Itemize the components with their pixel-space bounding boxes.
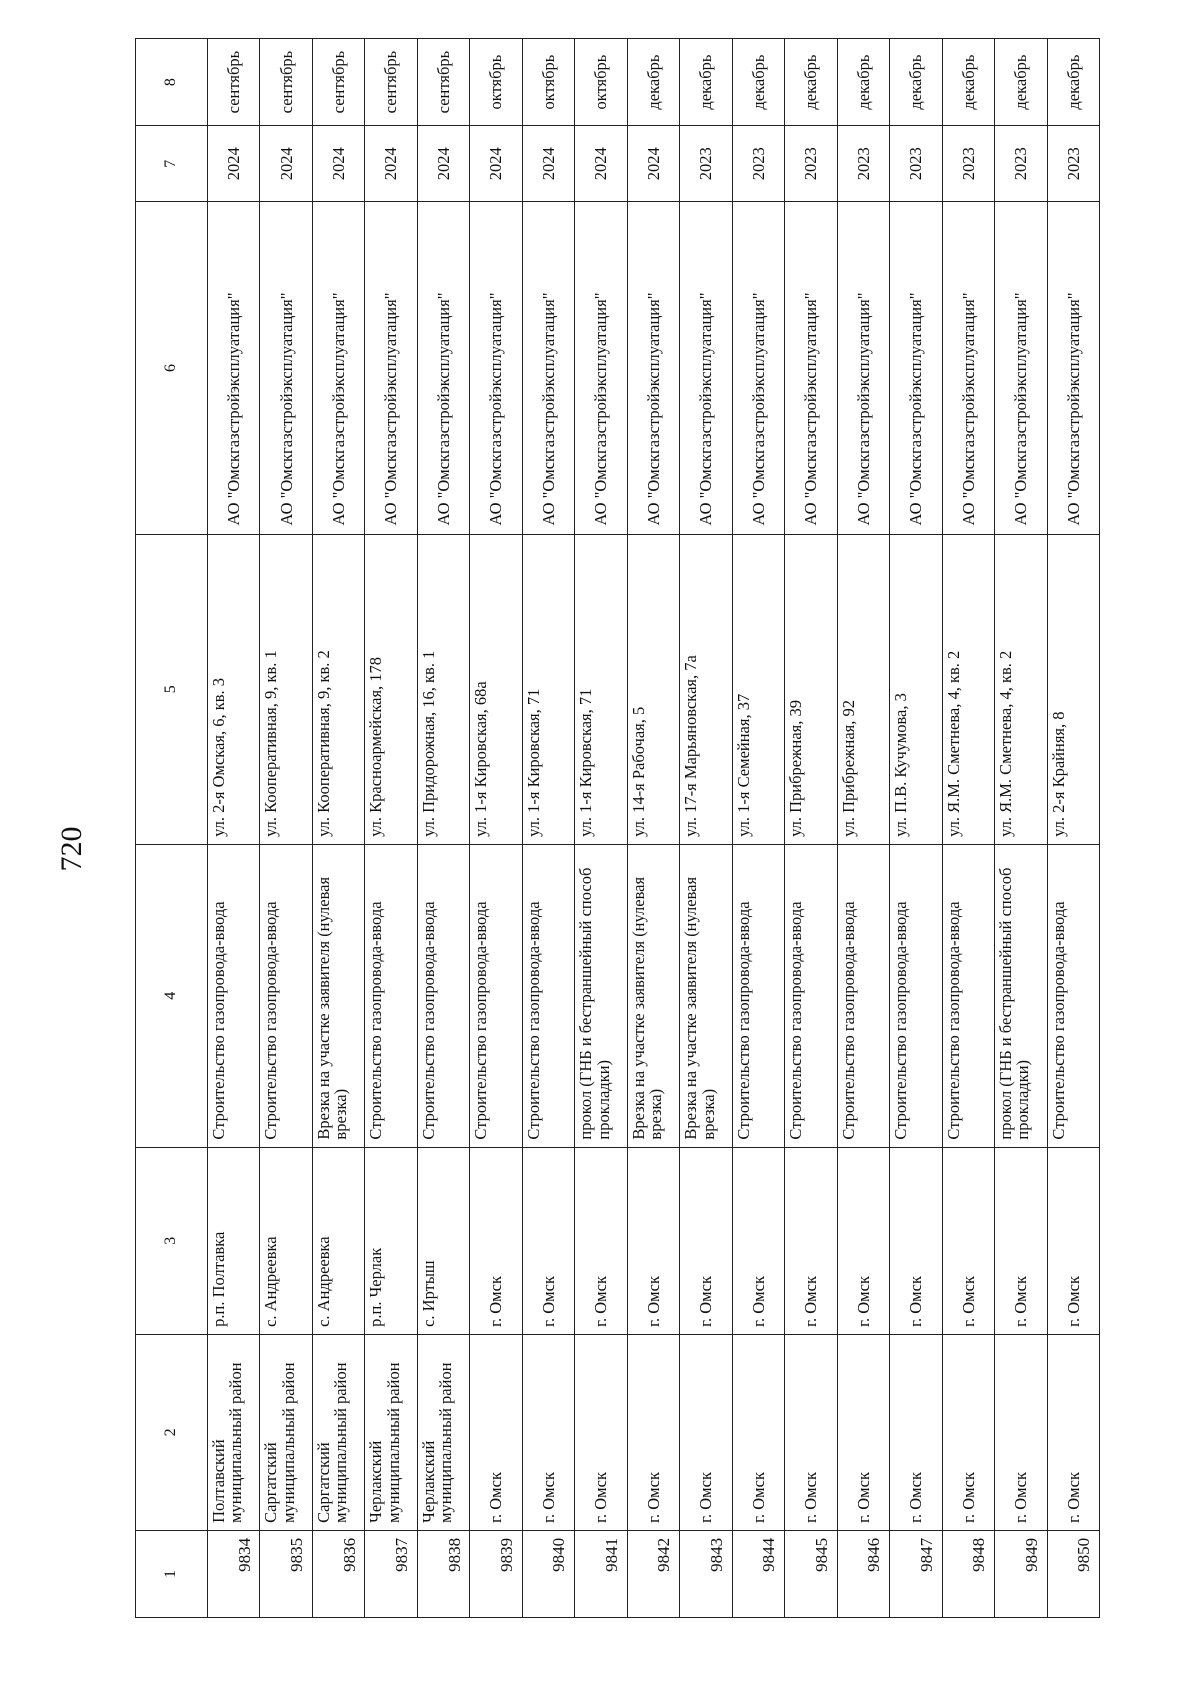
- header-cell: 2: [136, 1334, 208, 1530]
- contractor-cell: АО "Омскгазстройэксплуатация": [890, 202, 942, 534]
- settlement-cell: г. Омск: [785, 1147, 837, 1334]
- address-cell: ул. Я.М. Сметнева, 4, кв. 2: [942, 534, 994, 844]
- address-cell: ул. 2-я Омская, 6, кв. 3: [208, 534, 260, 844]
- month-cell: декабрь: [890, 39, 942, 126]
- row-number: 9836: [312, 1530, 364, 1617]
- district-cell: Черлакский муниципальный район: [417, 1334, 469, 1530]
- district-cell: г. Омск: [522, 1334, 574, 1530]
- address-cell: ул. 1-я Кировская, 68а: [470, 534, 522, 844]
- district-cell: Саргатский муниципальный район: [260, 1334, 312, 1530]
- settlement-cell: г. Омск: [1047, 1147, 1099, 1334]
- row-number: 9848: [942, 1530, 994, 1617]
- address-cell: ул. Придорожная, 16, кв. 1: [417, 534, 469, 844]
- district-cell: г. Омск: [785, 1334, 837, 1530]
- contractor-cell: АО "Омскгазстройэксплуатация": [312, 202, 364, 534]
- address-cell: ул. Я.М. Сметнева, 4, кв. 2: [995, 534, 1047, 844]
- district-cell: Черлакский муниципальный район: [365, 1334, 417, 1530]
- work-type-cell: Строительство газопровода-ввода: [417, 844, 469, 1147]
- district-cell: г. Омск: [627, 1334, 679, 1530]
- district-cell: г. Омск: [837, 1334, 889, 1530]
- year-cell: 2024: [312, 126, 364, 202]
- row-number: 9837: [365, 1530, 417, 1617]
- table-row: [627, 39, 679, 1618]
- contractor-cell: АО "Омскгазстройэксплуатация": [1047, 202, 1099, 534]
- row-number: 9844: [732, 1530, 784, 1617]
- contractor-cell: АО "Омскгазстройэксплуатация": [785, 202, 837, 534]
- contractor-cell: АО "Омскгазстройэксплуатация": [260, 202, 312, 534]
- gas-connection-table: [135, 38, 1100, 1618]
- month-cell: декабрь: [785, 39, 837, 126]
- table-row: [522, 39, 574, 1618]
- table-row: [575, 39, 627, 1618]
- month-cell: сентябрь: [208, 39, 260, 126]
- work-type-cell: Строительство газопровода-ввода: [470, 844, 522, 1147]
- header-cell: 7: [136, 126, 208, 202]
- contractor-cell: АО "Омскгазстройэксплуатация": [732, 202, 784, 534]
- address-cell: ул. 1-я Кировская, 71: [522, 534, 574, 844]
- district-cell: г. Омск: [942, 1334, 994, 1530]
- address-cell: ул. Красноармейская, 178: [365, 534, 417, 844]
- work-type-cell: Строительство газопровода-ввода: [837, 844, 889, 1147]
- contractor-cell: АО "Омскгазстройэксплуатация": [365, 202, 417, 534]
- district-cell: г. Омск: [1047, 1334, 1099, 1530]
- month-cell: октябрь: [522, 39, 574, 126]
- contractor-cell: АО "Омскгазстройэксплуатация": [942, 202, 994, 534]
- year-cell: 2023: [995, 126, 1047, 202]
- settlement-cell: г. Омск: [837, 1147, 889, 1334]
- work-type-cell: Врезка на участке заявителя (нулевая врезка): [627, 844, 679, 1147]
- year-cell: 2023: [732, 126, 784, 202]
- year-cell: 2023: [680, 126, 732, 202]
- year-cell: 2024: [208, 126, 260, 202]
- work-type-cell: Врезка на участке заявителя (нулевая врезка): [680, 844, 732, 1147]
- address-cell: ул. Кооперативная, 9, кв. 2: [312, 534, 364, 844]
- district-cell: г. Омск: [890, 1334, 942, 1530]
- settlement-cell: с. Андреевка: [312, 1147, 364, 1334]
- table-row: [890, 39, 942, 1618]
- month-cell: декабрь: [732, 39, 784, 126]
- work-type-cell: Строительство газопровода-ввода: [785, 844, 837, 1147]
- address-cell: ул. Прибрежная, 39: [785, 534, 837, 844]
- table-row: [208, 39, 260, 1618]
- rotated-table-wrapper: [135, 38, 1099, 1618]
- work-type-cell: Строительство газопровода-ввода: [890, 844, 942, 1147]
- contractor-cell: АО "Омскгазстройэксплуатация": [522, 202, 574, 534]
- row-number: 9849: [995, 1530, 1047, 1617]
- district-cell: г. Омск: [575, 1334, 627, 1530]
- table-body: [136, 39, 1100, 1618]
- settlement-cell: г. Омск: [732, 1147, 784, 1334]
- table-row: [680, 39, 732, 1618]
- row-number: 9842: [627, 1530, 679, 1617]
- contractor-cell: АО "Омскгазстройэксплуатация": [575, 202, 627, 534]
- month-cell: декабрь: [837, 39, 889, 126]
- month-cell: сентябрь: [417, 39, 469, 126]
- address-cell: ул. 1-я Семейная, 37: [732, 534, 784, 844]
- month-cell: сентябрь: [365, 39, 417, 126]
- work-type-cell: Строительство газопровода-ввода: [732, 844, 784, 1147]
- year-cell: 2023: [1047, 126, 1099, 202]
- row-number: 9838: [417, 1530, 469, 1617]
- row-number: 9835: [260, 1530, 312, 1617]
- district-cell: г. Омск: [470, 1334, 522, 1530]
- contractor-cell: АО "Омскгазстройэксплуатация": [627, 202, 679, 534]
- column-number-header: [136, 39, 208, 1618]
- work-type-cell: Строительство газопровода-ввода: [208, 844, 260, 1147]
- work-type-cell: Строительство газопровода-ввода: [260, 844, 312, 1147]
- table-row: [732, 39, 784, 1618]
- district-cell: г. Омск: [732, 1334, 784, 1530]
- row-number: 9839: [470, 1530, 522, 1617]
- month-cell: декабрь: [942, 39, 994, 126]
- year-cell: 2024: [365, 126, 417, 202]
- settlement-cell: г. Омск: [575, 1147, 627, 1334]
- settlement-cell: р.п. Черлак: [365, 1147, 417, 1334]
- table-row: [942, 39, 994, 1618]
- address-cell: ул. 17-я Марьяновская, 7а: [680, 534, 732, 844]
- work-type-cell: Врезка на участке заявителя (нулевая врезка): [312, 844, 364, 1147]
- work-type-cell: Строительство газопровода-ввода: [365, 844, 417, 1147]
- row-number: 9843: [680, 1530, 732, 1617]
- header-cell: 5: [136, 534, 208, 844]
- settlement-cell: г. Омск: [470, 1147, 522, 1334]
- address-cell: ул. 1-я Кировская, 71: [575, 534, 627, 844]
- row-number: 9846: [837, 1530, 889, 1617]
- address-cell: ул. 2-я Крайняя, 8: [1047, 534, 1099, 844]
- page-number: 720: [55, 826, 88, 872]
- address-cell: ул. П.В. Кучумова, 3: [890, 534, 942, 844]
- table-row: [365, 39, 417, 1618]
- contractor-cell: АО "Омскгазстройэксплуатация": [995, 202, 1047, 534]
- settlement-cell: р.п. Полтавка: [208, 1147, 260, 1334]
- month-cell: октябрь: [470, 39, 522, 126]
- header-cell: 3: [136, 1147, 208, 1334]
- header-cell: 8: [136, 39, 208, 126]
- work-type-cell: Строительство газопровода-ввода: [942, 844, 994, 1147]
- month-cell: декабрь: [627, 39, 679, 126]
- contractor-cell: АО "Омскгазстройэксплуатация": [680, 202, 732, 534]
- table-row: [260, 39, 312, 1618]
- address-cell: ул. 14-я Рабочая, 5: [627, 534, 679, 844]
- settlement-cell: г. Омск: [627, 1147, 679, 1334]
- year-cell: 2024: [260, 126, 312, 202]
- settlement-cell: с. Иртыш: [417, 1147, 469, 1334]
- year-cell: 2024: [627, 126, 679, 202]
- settlement-cell: г. Омск: [995, 1147, 1047, 1334]
- work-type-cell: прокол (ГНБ и бестраншейный способ прокладки): [575, 844, 627, 1147]
- work-type-cell: Строительство газопровода-ввода: [1047, 844, 1099, 1147]
- year-cell: 2024: [522, 126, 574, 202]
- header-cell: 6: [136, 202, 208, 534]
- address-cell: ул. Кооперативная, 9, кв. 1: [260, 534, 312, 844]
- settlement-cell: г. Омск: [942, 1147, 994, 1334]
- row-number: 9850: [1047, 1530, 1099, 1617]
- year-cell: 2023: [837, 126, 889, 202]
- table-row: [312, 39, 364, 1618]
- year-cell: 2023: [942, 126, 994, 202]
- row-number: 9841: [575, 1530, 627, 1617]
- work-type-cell: прокол (ГНБ и бестраншейный способ прокладки): [995, 844, 1047, 1147]
- row-number: 9845: [785, 1530, 837, 1617]
- year-cell: 2024: [417, 126, 469, 202]
- contractor-cell: АО "Омскгазстройэксплуатация": [417, 202, 469, 534]
- month-cell: сентябрь: [312, 39, 364, 126]
- year-cell: 2023: [785, 126, 837, 202]
- year-cell: 2023: [890, 126, 942, 202]
- work-type-cell: Строительство газопровода-ввода: [522, 844, 574, 1147]
- table-row: [785, 39, 837, 1618]
- month-cell: декабрь: [995, 39, 1047, 126]
- table-row: [1047, 39, 1099, 1618]
- district-cell: Саргатский муниципальный район: [312, 1334, 364, 1530]
- settlement-cell: с. Андреевка: [260, 1147, 312, 1334]
- contractor-cell: АО "Омскгазстройэксплуатация": [470, 202, 522, 534]
- contractor-cell: АО "Омскгазстройэксплуатация": [208, 202, 260, 534]
- header-cell: 4: [136, 844, 208, 1147]
- row-number: 9834: [208, 1530, 260, 1617]
- month-cell: декабрь: [680, 39, 732, 126]
- settlement-cell: г. Омск: [890, 1147, 942, 1334]
- district-cell: г. Омск: [680, 1334, 732, 1530]
- table-row: [417, 39, 469, 1618]
- table-row: [995, 39, 1047, 1618]
- row-number: 9847: [890, 1530, 942, 1617]
- address-cell: ул. Прибрежная, 92: [837, 534, 889, 844]
- settlement-cell: г. Омск: [522, 1147, 574, 1334]
- district-cell: Полтавский муниципальный район: [208, 1334, 260, 1530]
- year-cell: 2024: [575, 126, 627, 202]
- month-cell: сентябрь: [260, 39, 312, 126]
- district-cell: г. Омск: [995, 1334, 1047, 1530]
- contractor-cell: АО "Омскгазстройэксплуатация": [837, 202, 889, 534]
- table-row: [837, 39, 889, 1618]
- year-cell: 2024: [470, 126, 522, 202]
- header-cell: 1: [136, 1530, 208, 1617]
- month-cell: октябрь: [575, 39, 627, 126]
- settlement-cell: г. Омск: [680, 1147, 732, 1334]
- table-row: [470, 39, 522, 1618]
- month-cell: декабрь: [1047, 39, 1099, 126]
- row-number: 9840: [522, 1530, 574, 1617]
